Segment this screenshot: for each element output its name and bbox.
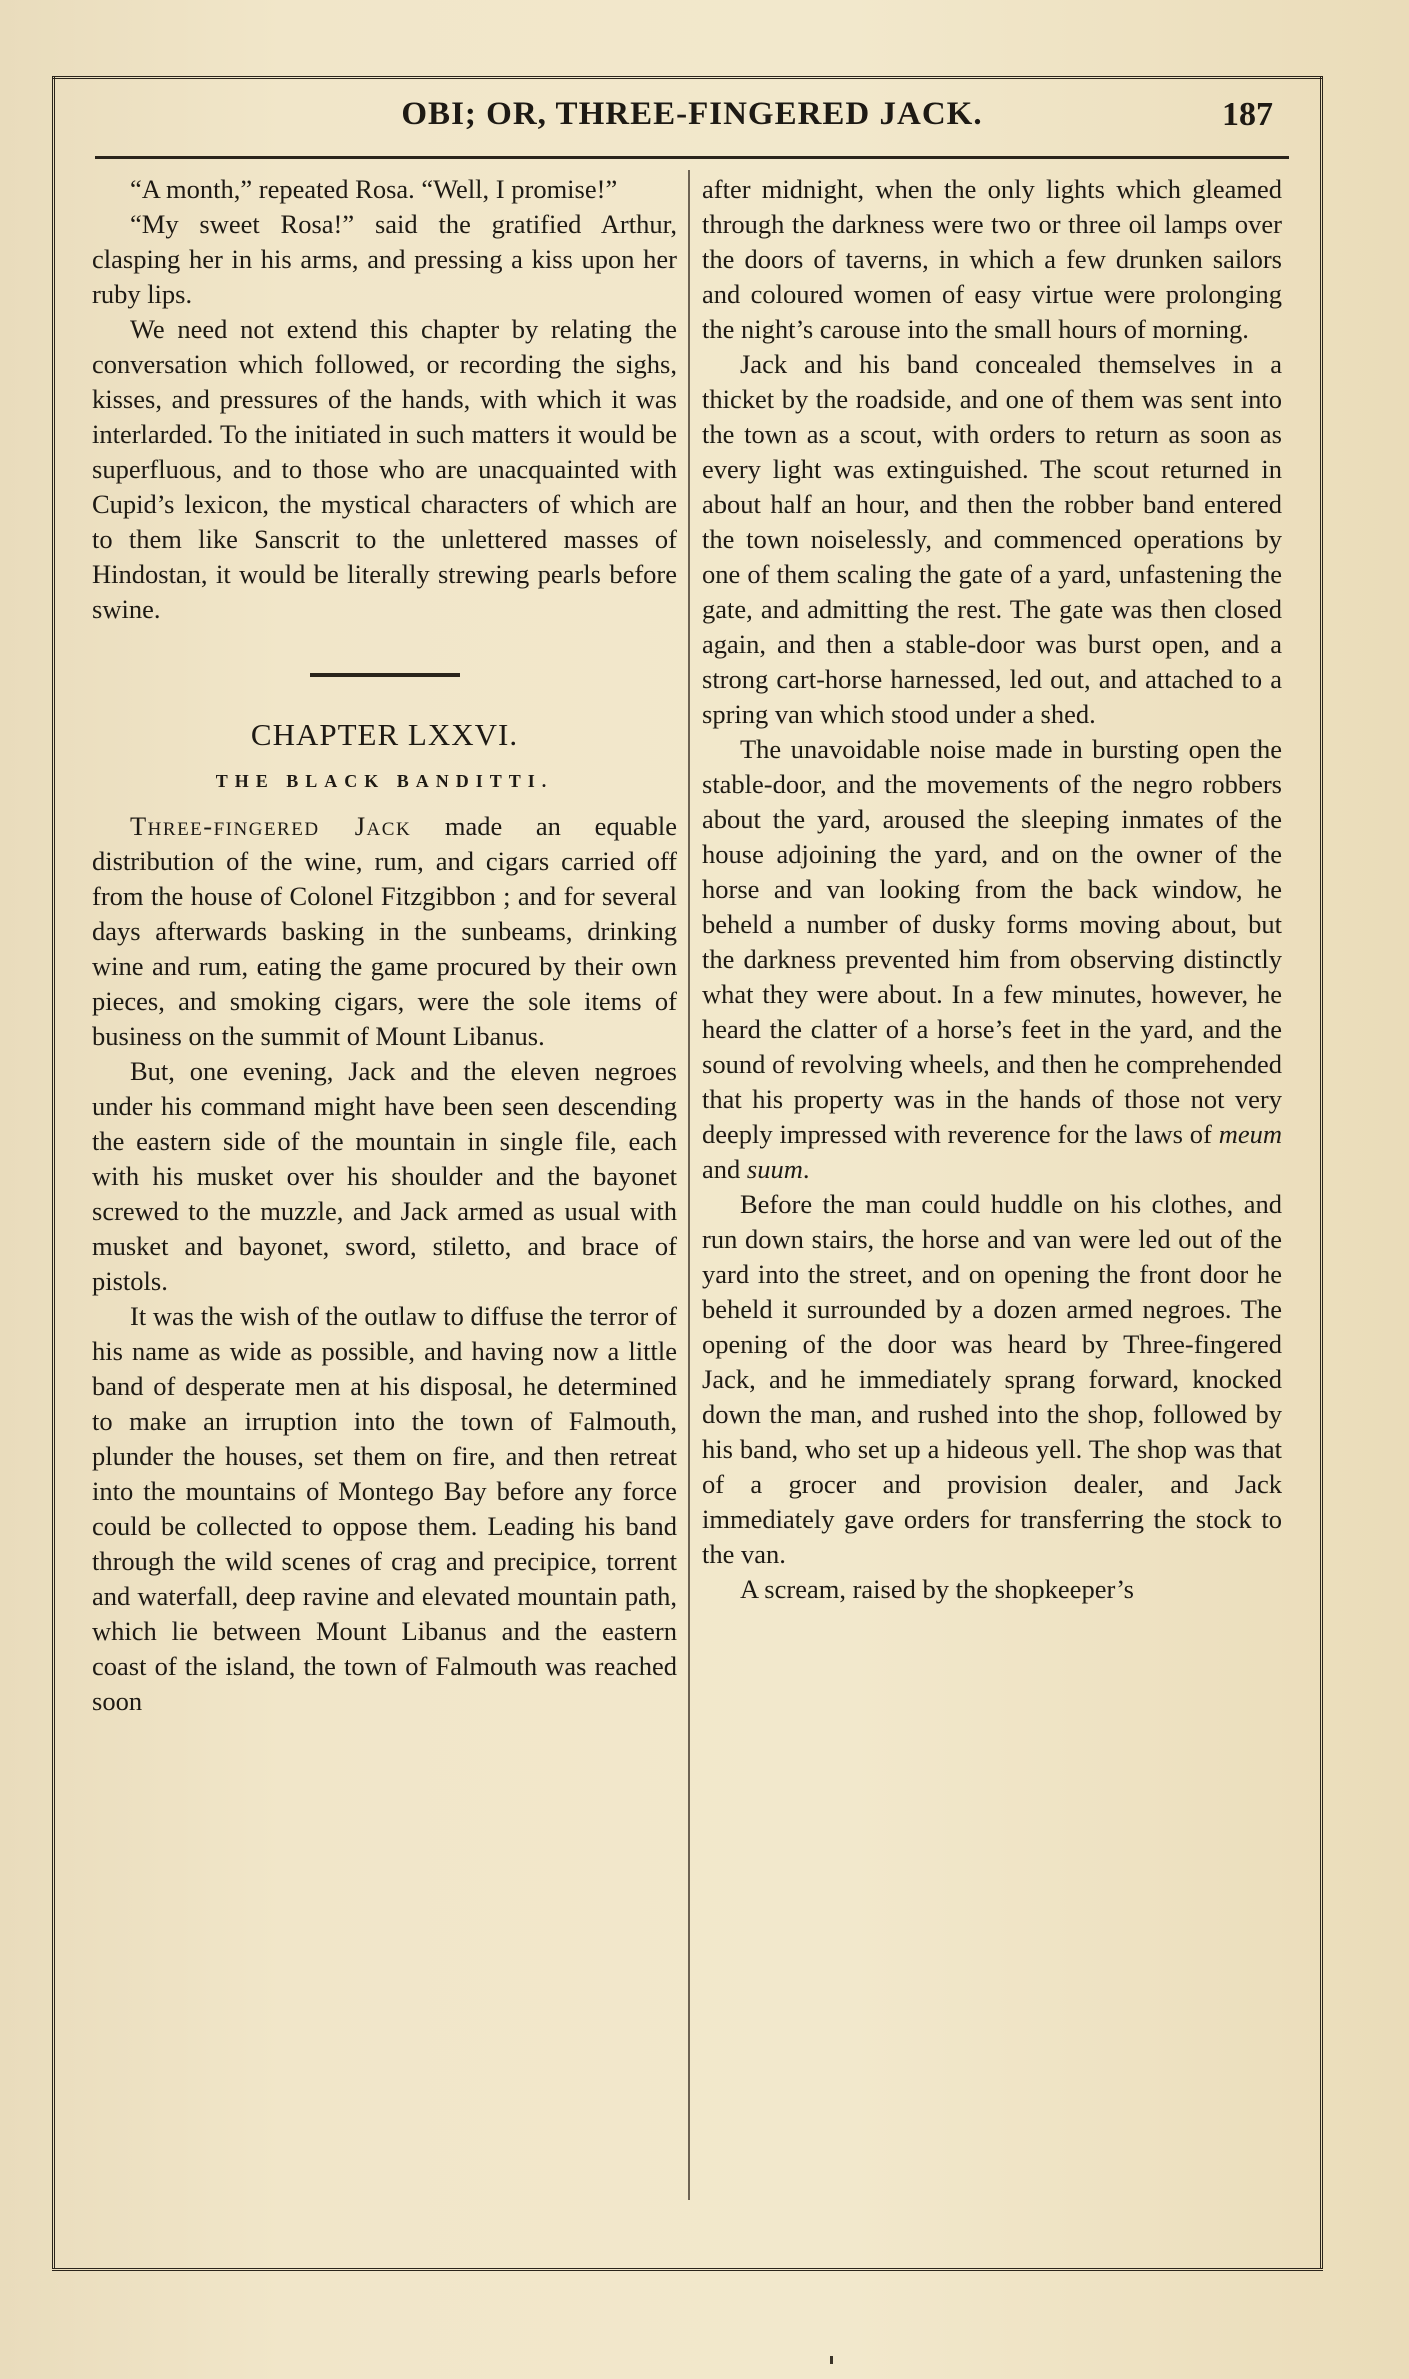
paragraph: But, one evening, Jack and the eleven negroes under his command might have been seen descending the eastern side of the mountain in single file, each with his musket over his shoulder and the bayonet screwed to the muzzle, and Jack armed as usual with musket and bayonet, sword, stiletto, and brace of pistols. (92, 1056, 677, 1296)
paragraph-text: The unavoidable noise made in bursting open the stable-door, and the movements of the negro robbers about the yard, aroused the sleeping inmates of the house adjoining the yard, and on the owner of the horse and van looking from the back window, he beheld a number of dusky forms moving about, but the darkness prevented him from observing distinctly what they were about. In a few minutes, however, he heard the clatter of a horse’s feet in the yard, and the sound of revolving wheels, and then he comprehended that his property was in the hands of those not very deeply impressed with reverence for the laws of (702, 734, 1282, 1149)
paragraph: “A month,” repeated Rosa. “Well, I promise!” (130, 174, 618, 204)
paragraph-text: made an equable distribution of the wine, rum, and cigars carried off from the house of Colonel Fitzgibbon ; and for several days afterwards basking in the sunbeams, drinking wine and rum, eating the game procured by their own pieces, and smoking cigars, were the sole items of business on the summit of Mount Libanus. (92, 811, 677, 1051)
frame-left-rule (52, 76, 55, 2269)
paragraph: Jack and his band concealed themselves in a thicket by the roadside, and one of them was sent into the town as a scout, with orders to return as soon as every light was extinguished. The scout returned in about half an hour, and then the robber band entered the town noiselessly, and commenced operations by one of them scaling the gate of a yard, unfastening the gate, and admitting the rest. The gate was then closed again, and then a stable-door was burst open, and a strong cart-horse harnessed, led out, and attached to a spring van which stood under a shed. (702, 349, 1282, 729)
paragraph (702, 732, 1282, 1187)
paragraph: We need not extend this chapter by relating the conversation which followed, or recording the sighs, kisses, and pressures of the hands, with which it was interlarded. To the initiated in such matters it would be superfluous, and to those who are unacquainted with Cupid’s lexicon, the mystical characters of which are to them like Sanscrit to the unlettered masses of Hindostan, it would be literally strewing pearls before swine. (92, 314, 677, 624)
paragraph: “My sweet Rosa!” said the gratified Arthur, clasping her in his arms, and pressing a kiss upon her ruby lips. (92, 209, 677, 309)
right-column (702, 172, 1282, 1607)
frame-bottom-rule (52, 2268, 1323, 2271)
page-header (95, 96, 1289, 148)
left-column (92, 172, 677, 1719)
chapter-subtitle: THE BLACK BANDITTI. (215, 771, 554, 791)
header-rule (95, 156, 1289, 159)
paragraph-text: and (702, 1154, 747, 1184)
ink-mark (830, 2356, 833, 2364)
column-divider (688, 170, 690, 2200)
paragraph: A scream, raised by the shopkeeper’s (740, 1574, 1134, 1604)
paragraph-text: . (802, 1154, 810, 1184)
paragraph: It was the wish of the outlaw to diffuse the terror of his name as wide as possible, and having now a little band of desperate men at his disposal, he determined to make an irruption into the town of Falmouth, plunder the houses, set them on fire, and then retreat into the mountains of Montego Bay before any force could be collected to oppose them. Leading his band through the wild scenes of crag and precipice, torrent and waterfall, deep ravine and elevated mountain path, which lie between Mount Libanus and the eastern coast of the island, the town of Falmouth was reached soon (92, 1301, 677, 1716)
paragraph (92, 809, 677, 1054)
chapter-heading: CHAPTER LXXVI. (250, 717, 519, 752)
running-title: OBI; OR, THREE-FINGERED JACK. (401, 96, 983, 132)
section-separator (310, 673, 460, 677)
frame-right-rule (1320, 76, 1323, 2269)
latin-term: meum (1218, 1119, 1282, 1149)
latin-term: suum (746, 1154, 803, 1184)
page-number: 187 (1222, 96, 1273, 133)
frame-top-rule (52, 76, 1323, 79)
paragraph: after midnight, when the only lights which gleamed through the darkness were two or three oil lamps over the doors of taverns, in which a few drunken sailors and coloured women of easy virtue were prolonging the night’s carouse into the small hours of morning. (702, 174, 1282, 344)
paragraph: Before the man could huddle on his clothes, and run down stairs, the horse and van were led out of the yard into the street, and on opening the front door he beheld it surrounded by a dozen armed negroes. The opening of the door was heard by Three-fingered Jack, and he immediately sprang forward, knocked down the man, and rushed into the shop, followed by his band, who set up a hideous yell. The shop was that of a grocer and provision dealer, and Jack immediately gave orders for transferring the stock to the van. (702, 1189, 1282, 1569)
lead-in-smallcaps: Three-fingered Jack (130, 811, 412, 841)
